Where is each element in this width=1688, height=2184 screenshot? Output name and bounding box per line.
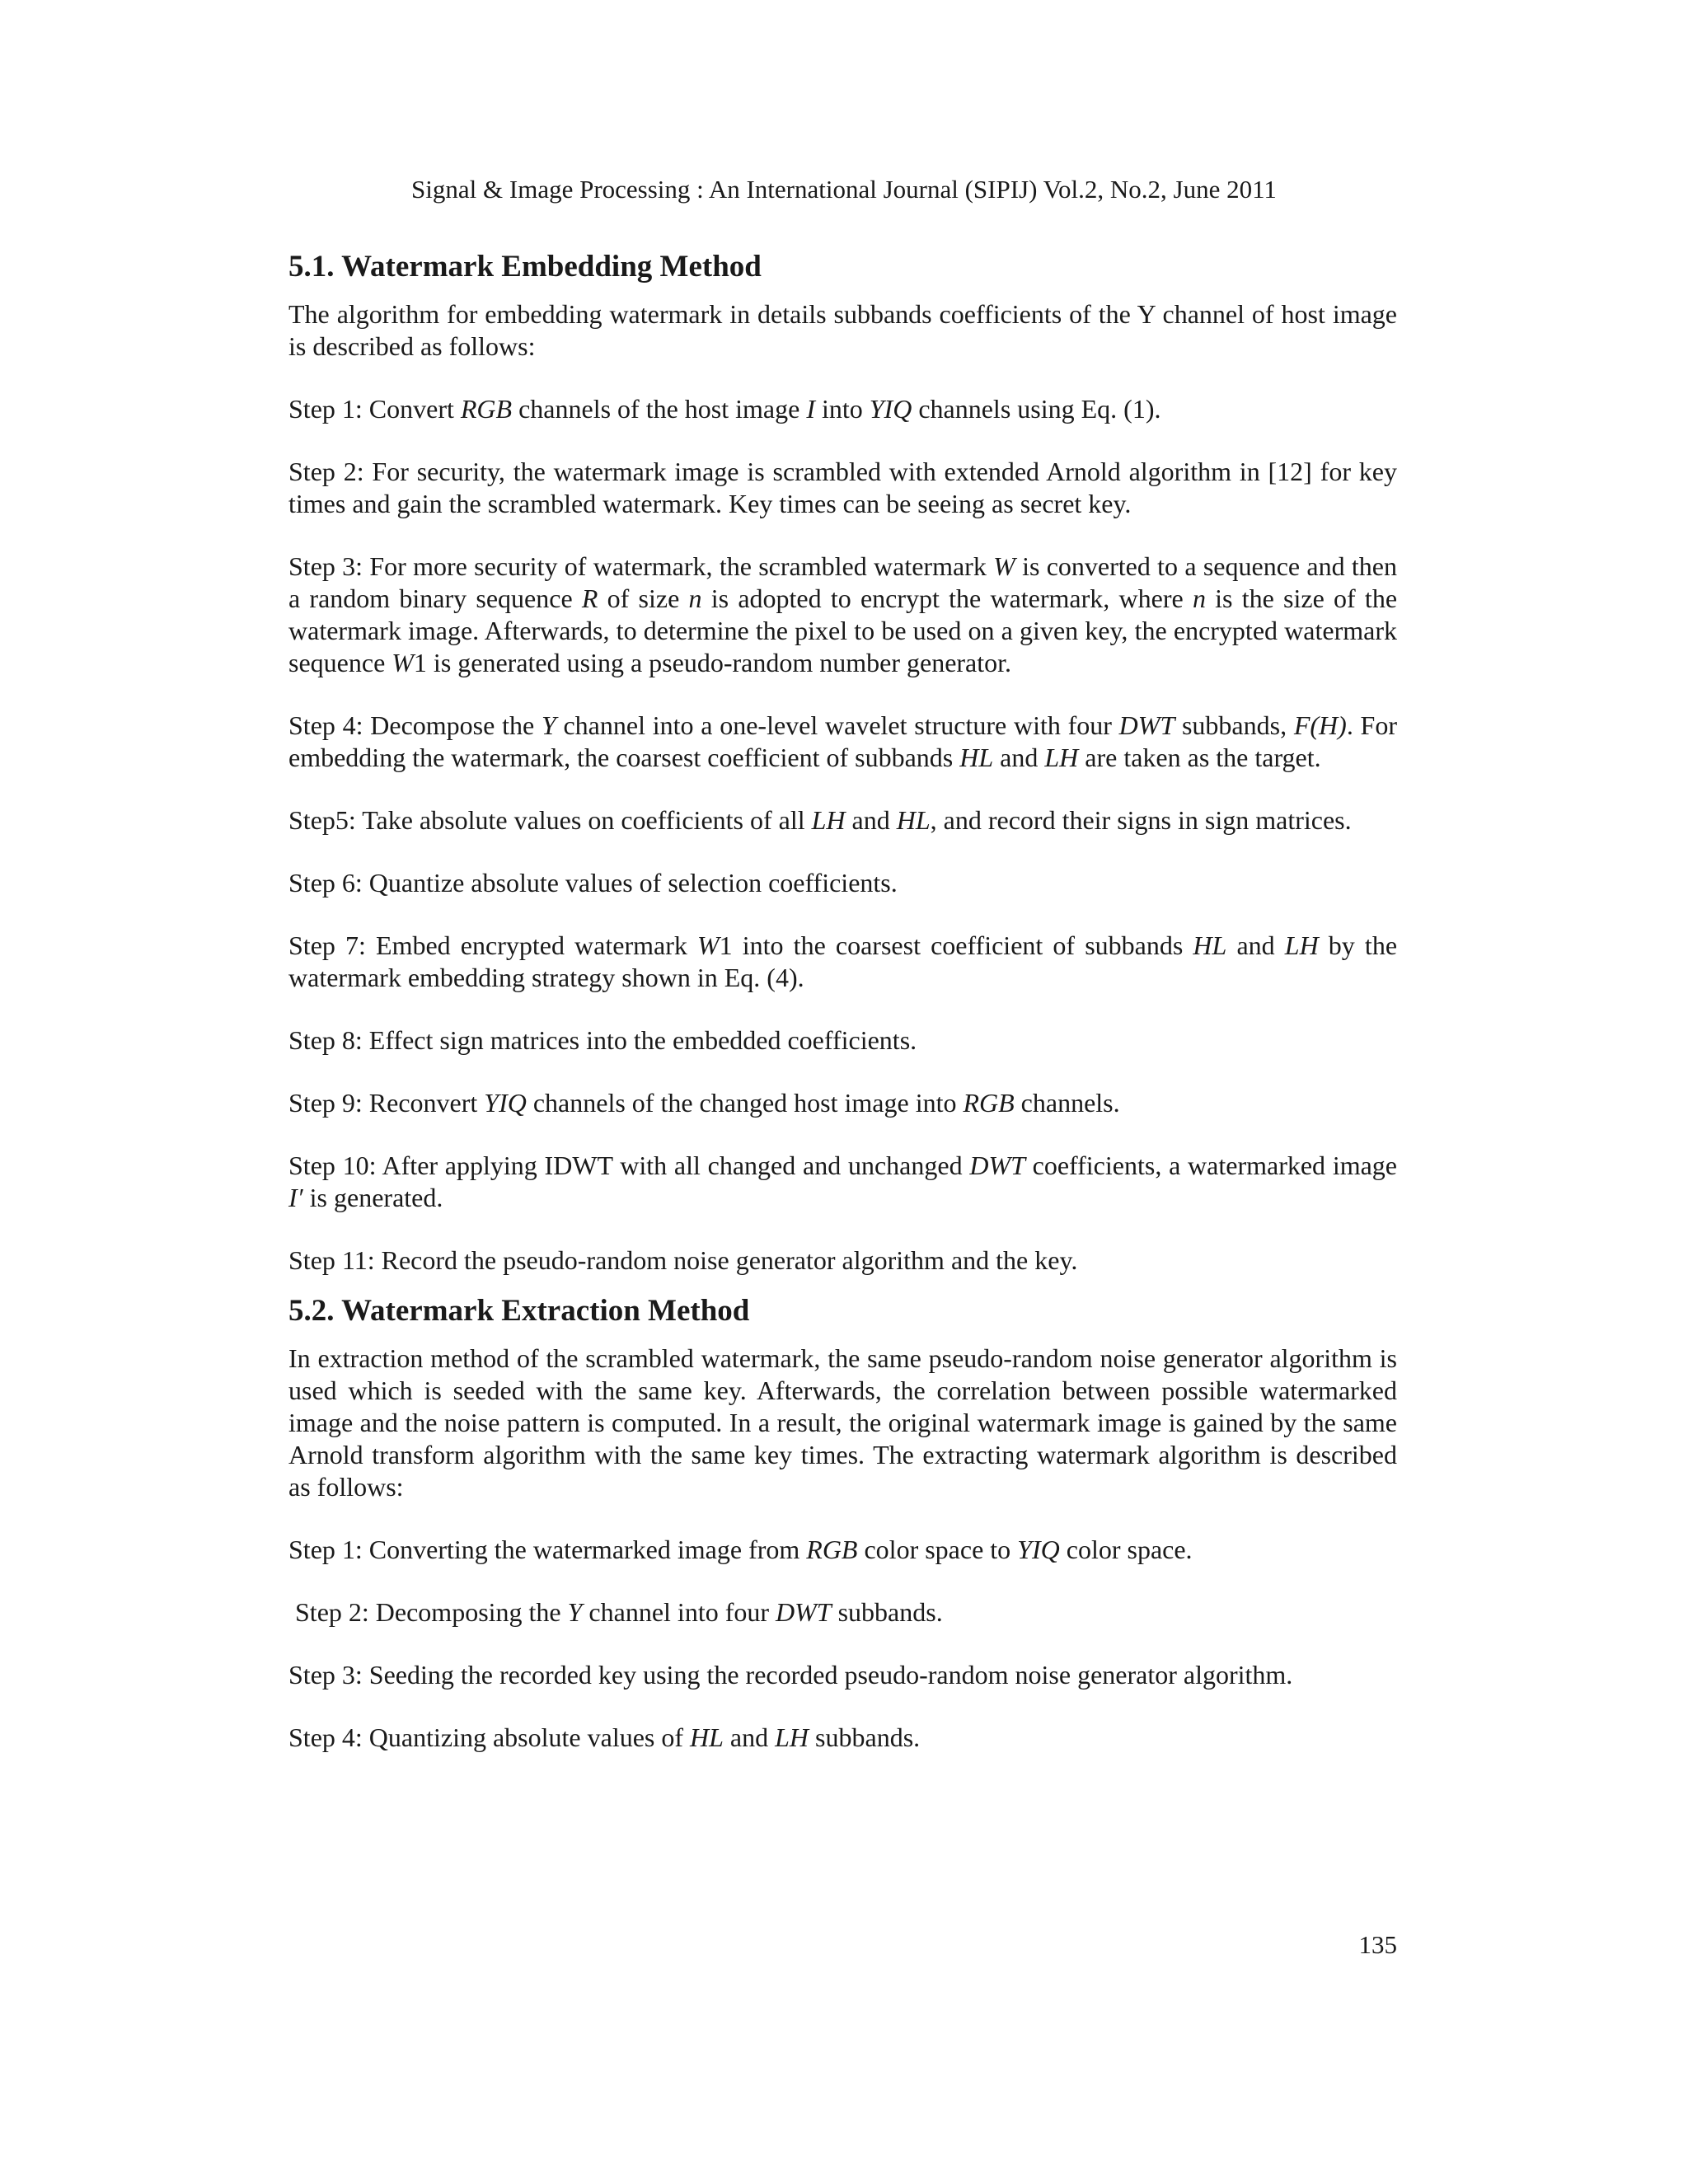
italic-symbol: I′ bbox=[288, 1183, 303, 1212]
embed-step-1 bbox=[288, 393, 1397, 425]
italic-symbol: RGB bbox=[963, 1088, 1015, 1118]
step-text: and bbox=[723, 1722, 776, 1752]
italic-symbol: HL bbox=[690, 1722, 724, 1752]
step-text: color space to bbox=[857, 1535, 1018, 1564]
italic-symbol: R bbox=[581, 583, 598, 613]
step-text: Step 4: Quantizing absolute values of bbox=[288, 1722, 691, 1752]
step-text: Step 1: Converting the watermarked image from bbox=[288, 1535, 807, 1564]
running-header: Signal & Image Processing : An International Journal (SIPIJ) Vol.2, No.2, June 2011 bbox=[411, 175, 1277, 204]
section-intro-extraction: In extraction method of the scrambled watermark, the same pseudo-random noise generator algorithm is used which is seeded with the same key. Afterwards, the correlation between possible watermarked image and the noise pattern is computed. In a result, the original watermark image is gained by the same Arnold transform algorithm with the same key times. The extracting watermark algorithm is described as follows: bbox=[288, 1343, 1397, 1502]
embed-step-11 bbox=[288, 1244, 1397, 1277]
step-text: 1 is generated using a pseudo-random number generator. bbox=[413, 648, 1012, 677]
step-text: is adopted to encrypt the watermark, where bbox=[701, 583, 1193, 613]
section-embedding bbox=[288, 247, 1397, 1277]
italic-symbol: W bbox=[392, 648, 414, 677]
step-text: Step 7: Embed encrypted watermark bbox=[288, 930, 697, 960]
step-text: and bbox=[845, 805, 897, 835]
italic-symbol: n bbox=[688, 583, 702, 613]
main-content bbox=[288, 247, 1397, 1784]
italic-symbol: YIQ bbox=[1017, 1535, 1060, 1564]
italic-symbol: W bbox=[697, 930, 720, 960]
extract-step-3 bbox=[288, 1659, 1397, 1691]
italic-symbol: Y bbox=[541, 710, 556, 740]
embed-step-5 bbox=[288, 804, 1397, 837]
step-text: Step 4: Decompose the bbox=[288, 710, 542, 740]
section-extraction bbox=[288, 1291, 1397, 1754]
italic-symbol: HL bbox=[959, 743, 994, 772]
step-text: into bbox=[814, 394, 870, 424]
step-text: Step 9: Reconvert bbox=[288, 1088, 485, 1118]
embed-step-8 bbox=[288, 1024, 1397, 1057]
page-number: 135 bbox=[1358, 1930, 1397, 1959]
step-text: channels using Eq. (1). bbox=[912, 394, 1161, 424]
step-text: channel into a one-level wavelet structure with four bbox=[556, 710, 1119, 740]
step-text: Step 2: For security, the watermark image is scrambled with extended Arnold algorithm in [12] for key times and gain the scrambled watermark. Key times can be seeing as secret key. bbox=[288, 457, 1397, 518]
italic-symbol: LH bbox=[811, 805, 846, 835]
step-text: by the watermark embedding strategy shown in Eq. (4). bbox=[288, 930, 1398, 992]
italic-symbol: LH bbox=[1044, 743, 1079, 772]
embed-step-9 bbox=[288, 1087, 1397, 1119]
step-text: coefficients, a watermarked image bbox=[1025, 1151, 1397, 1180]
italic-symbol: Y bbox=[567, 1597, 583, 1627]
step-text: and bbox=[993, 743, 1045, 772]
italic-symbol: DWT bbox=[969, 1151, 1025, 1180]
italic-symbol: YIQ bbox=[484, 1088, 527, 1118]
step-text: and bbox=[1226, 930, 1285, 960]
step-text: Step 11: Record the pseudo-random noise generator algorithm and the key. bbox=[288, 1245, 1078, 1275]
step-text: Step 3: For more security of watermark, the scrambled watermark bbox=[288, 551, 994, 581]
italic-symbol: F(H) bbox=[1293, 710, 1347, 740]
step-text: 1 into the coarsest coefficient of subbands bbox=[719, 930, 1193, 960]
step-text: Step 3: Seeding the recorded key using the recorded pseudo-random noise generator algorithm. bbox=[288, 1660, 1293, 1690]
extract-step-4 bbox=[288, 1722, 1397, 1754]
italic-symbol: RGB bbox=[460, 394, 513, 424]
italic-symbol: DWT bbox=[1118, 710, 1175, 740]
step-text: Step 1: Convert bbox=[288, 394, 461, 424]
embed-step-7 bbox=[288, 930, 1397, 994]
step-text: , and record their signs in sign matrices. bbox=[930, 805, 1352, 835]
italic-symbol: DWT bbox=[776, 1597, 832, 1627]
step-text: is the size of the watermark image. Afterwards, to determine the pixel to be used on a given key, the encrypted watermark sequence bbox=[288, 583, 1398, 677]
step-text: Step 2: Decomposing the bbox=[295, 1597, 568, 1627]
italic-symbol: LH bbox=[775, 1722, 809, 1752]
step-text: channel into four bbox=[582, 1597, 776, 1627]
extract-step-2 bbox=[288, 1596, 1397, 1629]
step-text: subbands. bbox=[809, 1722, 921, 1752]
embed-step-6 bbox=[288, 867, 1397, 899]
step-text: Step 8: Effect sign matrices into the embedded coefficients. bbox=[288, 1025, 917, 1055]
step-text: is generated. bbox=[302, 1183, 443, 1212]
italic-symbol: W bbox=[993, 551, 1015, 581]
embed-step-3 bbox=[288, 551, 1397, 679]
section-title-embedding: 5.1. Watermark Embedding Method bbox=[288, 250, 762, 284]
step-text: are taken as the target. bbox=[1078, 743, 1321, 772]
italic-symbol: I bbox=[806, 394, 815, 424]
step-text: is converted to a sequence and then a random binary sequence bbox=[288, 551, 1398, 613]
embed-step-4 bbox=[288, 710, 1397, 774]
italic-symbol: HL bbox=[896, 805, 931, 835]
step-text: subbands, bbox=[1175, 710, 1294, 740]
italic-symbol: HL bbox=[1193, 930, 1227, 960]
step-text: of size bbox=[598, 583, 689, 613]
step-text: channels of the host image bbox=[512, 394, 807, 424]
italic-symbol: YIQ bbox=[869, 394, 912, 424]
extract-step-1 bbox=[288, 1534, 1397, 1566]
section-intro-embedding: The algorithm for embedding watermark in details subbands coefficients of the Y channel of host image is described as follows: bbox=[288, 299, 1397, 361]
step-text: channels of the changed host image into bbox=[526, 1088, 964, 1118]
step-text: channels. bbox=[1014, 1088, 1120, 1118]
step-text: color space. bbox=[1059, 1535, 1193, 1564]
italic-symbol: RGB bbox=[806, 1535, 858, 1564]
step-text: Step5: Take absolute values on coefficients of all bbox=[288, 805, 812, 835]
step-text: subbands. bbox=[831, 1597, 943, 1627]
section-title-extraction: 5.2. Watermark Extraction Method bbox=[288, 1294, 750, 1328]
step-text: Step 10: After applying IDWT with all changed and unchanged bbox=[288, 1151, 970, 1180]
step-text: Step 6: Quantize absolute values of selection coefficients. bbox=[288, 868, 898, 898]
italic-symbol: n bbox=[1192, 583, 1206, 613]
embed-step-2 bbox=[288, 456, 1397, 520]
step-text: . For embedding the watermark, the coarsest coefficient of subbands bbox=[288, 710, 1398, 772]
italic-symbol: LH bbox=[1284, 930, 1319, 960]
embed-step-10 bbox=[288, 1150, 1397, 1214]
